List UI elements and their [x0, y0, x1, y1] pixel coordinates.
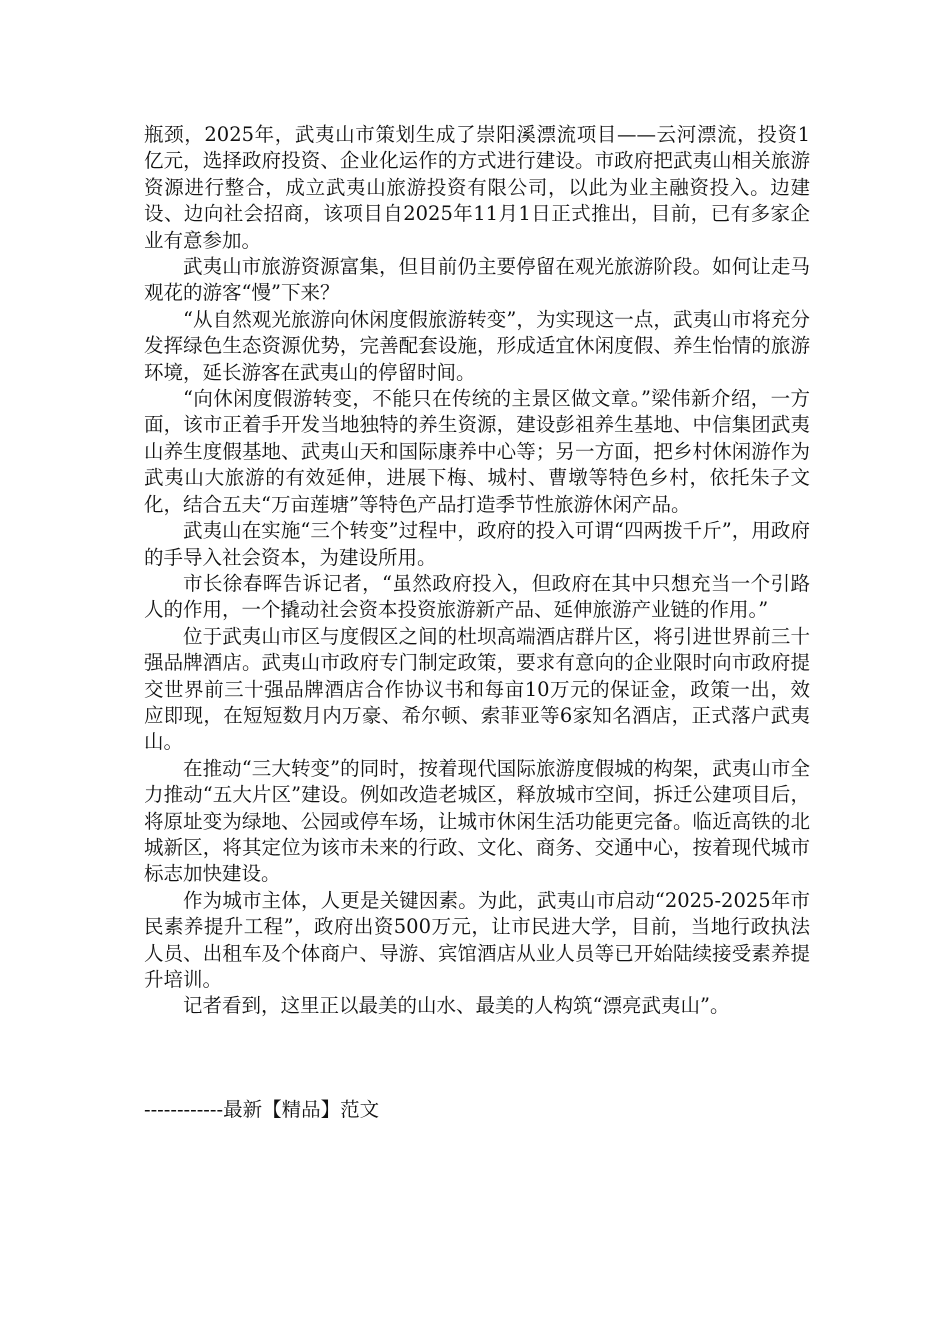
paragraph-7: 位于武夷山市区与度假区之间的杜坝高端酒店群片区，将引进世界前三十强品牌酒店。武夷山市政府专门制定政策，要求有意向的企业限时向市政府提交世界前三十强品牌酒店合作协议书和每亩10万元的保证金，政策一出，效应即现，在短短数月内万豪、希尔顿、索菲亚等6家知名酒店，正式落户武夷山。 — [144, 624, 810, 754]
paragraph-4: “向休闲度假游转变，不能只在传统的主景区做文章。”梁伟新介绍，一方面，该市正着手开发当地独特的养生资源，建设彭祖养生基地、中信集团武夷山养生度假基地、武夷山天和国际康养中心等；另一方面，把乡村休闲游作为武夷山大旅游的有效延伸，进展下梅、城村、曹墩等特色乡村，依托朱子文化，结合五夫“万亩莲塘”等特色产品打造季节性旅游休闲产品。 — [144, 387, 810, 516]
paragraph-3: “从自然观光旅游向休闲度假旅游转变”，为实现这一点，武夷山市将充分发挥绿色生态资源优势，完善配套设施，形成适宜休闲度假、养生怡情的旅游环境，延长游客在武夷山的停留时间。 — [144, 307, 810, 384]
paragraph-2: 武夷山市旅游资源富集，但目前仍主要停留在观光旅游阶段。如何让走马观花的游客“慢”下来？ — [144, 255, 810, 305]
paragraph-6: 市长徐春晖告诉记者，“虽然政府投入，但政府在其中只想充当一个引路人的作用，一个撬动社会资本投资旅游新产品、延伸旅游产业链的作用。” — [144, 571, 810, 622]
article-body — [144, 122, 810, 1020]
paragraph-8: 在推动“三大转变”的同时，按着现代国际旅游度假城的构架，武夷山市全力推动“五大片区”建设。例如改造老城区，释放城市空间，拆迁公建项目后，将原址变为绿地、公园或停车场，让城市休闲生活功能更完备。临近高铁的北城新区，将其定位为该市未来的行政、文化、商务、交通中心，按着现代城市标志加快建设。 — [144, 756, 810, 886]
paragraph-5: 武夷山在实施“三个转变”过程中，政府的投入可谓“四两拨千斤”，用政府的手导入社会资本，为建设所用。 — [144, 519, 810, 569]
paragraph-10: 记者看到，这里正以最美的山水、最美的人构筑“漂亮武夷山”。 — [183, 994, 730, 1018]
paragraph-9: 作为城市主体，人更是关键因素。为此，武夷山市启动“2025-2025年市民素养提升工程”，政府出资500万元，让市民进大学，目前，当地行政执法人员、出租车及个体商户、导游、宾馆酒店从业人员等已开始陆续接受素养提升培训。 — [144, 888, 810, 991]
paragraph-1: 瓶颈，2025年，武夷山市策划生成了崇阳溪漂流项目——云河漂流，投资1亿元，选择政府投资、企业化运作的方式进行建设。市政府把武夷山相关旅游资源进行整合，成立武夷山旅游投资有限公司，以此为业主融资投入。边建设、边向社会招商，该项目自2025年11月1日正式推出，目前，已有多家企业有意参加。 — [144, 123, 810, 252]
footer-label: ------------最新【精品】范文 — [144, 1098, 380, 1121]
